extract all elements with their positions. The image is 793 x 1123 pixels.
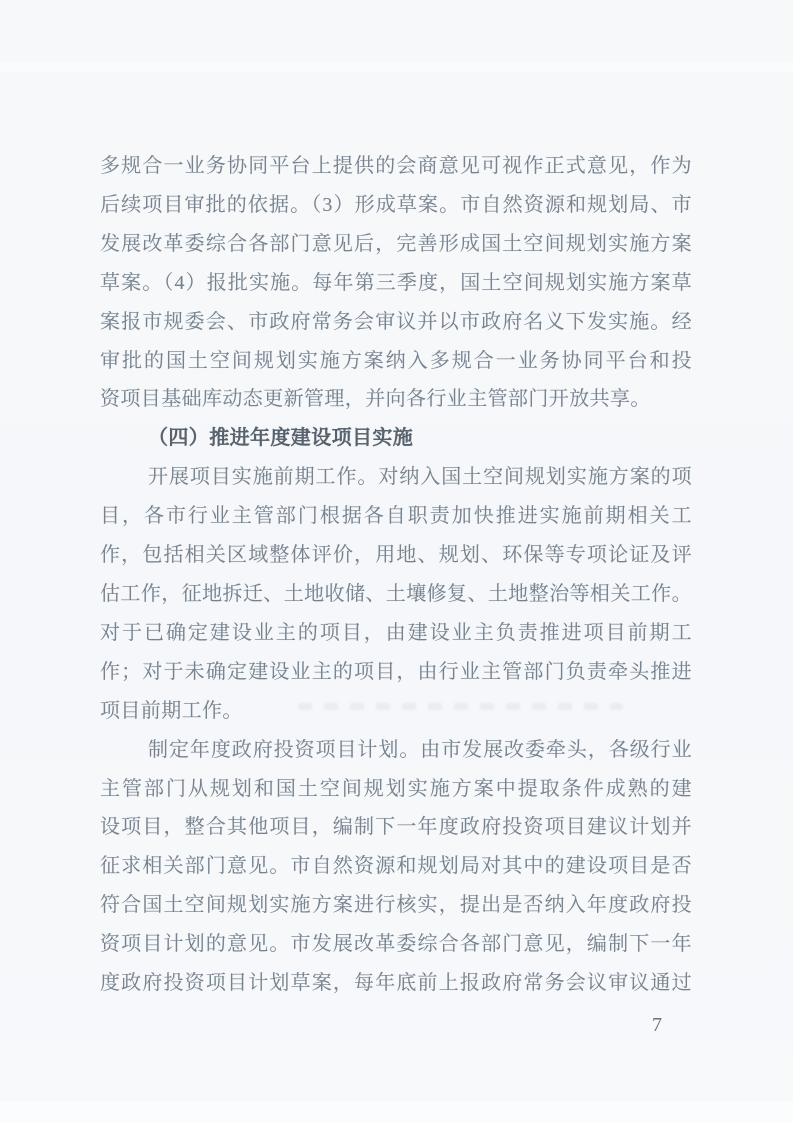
heading-line: （四）推进年度建设项目实施 bbox=[148, 427, 414, 450]
text-line: 制定年度政府投资项目计划。由市发展改委牵头，各级行业 bbox=[148, 738, 692, 761]
text-line: 设项目，整合其他项目，编制下一年度政府投资项目建议计划并 bbox=[100, 816, 692, 839]
page-number: 7 bbox=[652, 1014, 662, 1036]
text-line: 项目前期工作。 bbox=[100, 699, 243, 722]
text-line: 资项目基础库动态更新管理，并向各行业主管部门开放共享。 bbox=[100, 388, 651, 411]
scan-bottom-band bbox=[0, 1101, 793, 1123]
text-line: 符合国土空间规划实施方案进行核实，提出是否纳入年度政府投 bbox=[100, 894, 692, 917]
text-line: 多规合一业务协同平台上提供的会商意见可视作正式意见，作为 bbox=[100, 155, 692, 177]
text-line: 案报市规委会、市政府常务会审议并以市政府名义下发实施。经 bbox=[100, 310, 692, 333]
text-line: 作；对于未确定建设业主的项目，由行业主管部门负责牵头推进 bbox=[100, 660, 692, 683]
text-line: 度政府投资项目计划草案，每年底前上报政府常务会议审议通过 bbox=[100, 972, 692, 995]
document-text bbox=[100, 147, 692, 1003]
scan-smudge-artifact bbox=[298, 703, 623, 710]
text-line: 资项目计划的意见。市发展改革委综合各部门意见，编制下一年 bbox=[100, 933, 692, 956]
paragraph bbox=[100, 458, 692, 730]
paragraph bbox=[100, 147, 692, 419]
text-line: 目，各市行业主管部门根据各自职责加快推进实施前期相关工 bbox=[100, 505, 692, 528]
text-line: 后续项目审批的依据。（3）形成草案。市自然资源和规划局、市 bbox=[100, 193, 692, 216]
text-line: 审批的国土空间规划实施方案纳入多规合一业务协同平台和投 bbox=[100, 349, 692, 372]
text-line: 作，包括相关区域整体评价，用地、规划、环保等专项论证及评 bbox=[100, 544, 692, 567]
text-line: 开展项目实施前期工作。对纳入国土空间规划实施方案的项 bbox=[148, 466, 692, 489]
scan-light-band bbox=[0, 62, 793, 72]
text-line: 草案。（4）报批实施。每年第三季度，国土空间规划实施方案草 bbox=[100, 271, 692, 294]
section-heading bbox=[100, 419, 692, 458]
paragraph bbox=[100, 731, 692, 1003]
text-line: 对于已确定建设业主的项目，由建设业主负责推进项目前期工 bbox=[100, 621, 692, 644]
text-line: 主管部门从规划和国土空间规划实施方案中提取条件成熟的建 bbox=[100, 777, 692, 800]
text-line: 发展改革委综合各部门意见后，完善形成国土空间规划实施方案 bbox=[100, 232, 692, 255]
text-line: 征求相关部门意见。市自然资源和规划局对其中的建设项目是否 bbox=[100, 855, 692, 878]
text-line: 估工作，征地拆迁、土地收储、土壤修复、土地整治等相关工作。 bbox=[100, 582, 692, 605]
